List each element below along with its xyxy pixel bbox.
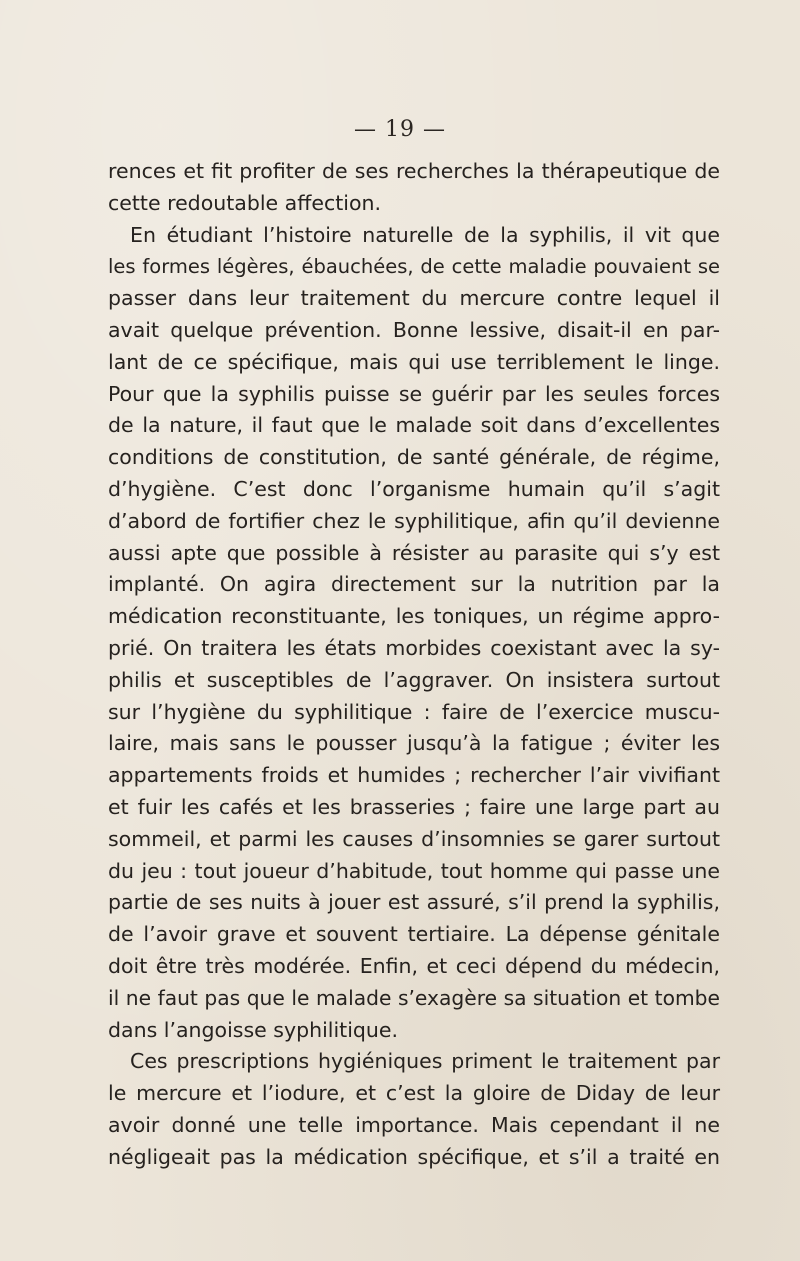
text-line: et fuir les cafés et les brasseries ; faire une large part au — [108, 794, 720, 819]
text-line: les formes légères, ébauchées, de cette maladie pouvaient se — [108, 255, 720, 279]
text-line: appartements froids et humides ; rechercher l’air vivifiant — [108, 763, 720, 788]
text-line: le mercure et l’iodure, et c’est la gloire de Diday de leur — [108, 1081, 720, 1106]
text-line: prié. On traitera les états morbides coexistant avec la sy- — [108, 635, 720, 660]
text-line: laire, mais sans le pousser jusqu’à la fatigue ; éviter les — [108, 731, 720, 756]
text-line: philis et susceptibles de l’aggraver. On insistera surtout — [108, 667, 720, 692]
text-line: sommeil, et parmi les causes d’insomnies se garer surtout — [108, 826, 720, 851]
text-line: de l’avoir grave et souvent tertiaire. La dépense génitale — [108, 922, 720, 947]
text-line: implanté. On agira directement sur la nutrition par la — [108, 572, 720, 597]
text-line: avait quelque prévention. Bonne lessive, disait-il en par- — [108, 317, 720, 342]
text-line: sur l’hygiène du syphilitique : faire de l’exercice muscu- — [108, 699, 720, 724]
text-line: avoir donné une telle importance. Mais cependant il ne — [108, 1112, 720, 1137]
page-number: — 19 — — [354, 117, 446, 142]
text-line: conditions de constitution, de santé générale, de régime, — [108, 445, 720, 470]
text-line: En étudiant l’histoire naturelle de la syphilis, il vit que — [130, 222, 720, 247]
text-line: doit être très modérée. Enfin, et ceci dépend du médecin, — [108, 953, 720, 978]
text-line: négligeait pas la médication spécifique, et s’il a traité en — [108, 1144, 720, 1169]
text-line: de la nature, il faut que le malade soit dans d’excellentes — [108, 413, 720, 438]
text-line: dans l’angoisse syphilitique. — [108, 1017, 399, 1042]
text-line: cette redoutable affection. — [108, 190, 382, 215]
text-line: lant de ce spécifique, mais qui use terriblement le linge. — [108, 349, 720, 374]
text-line: il ne faut pas que le malade s’exagère sa situation et tombe — [108, 985, 720, 1010]
text-line: médication reconstituante, les toniques, un régime appro- — [108, 604, 720, 629]
text-line: du jeu : tout joueur d’habitude, tout homme qui passe une — [108, 858, 720, 883]
text-line: Ces prescriptions hygiéniques priment le traitement par — [130, 1049, 720, 1074]
text-line: d’hygiène. C’est donc l’organisme humain qu’il s’agit — [108, 476, 720, 501]
text-line: partie de ses nuits à jouer est assuré, s’il prend la syphilis, — [108, 890, 720, 915]
text-line: aussi apte que possible à résister au parasite qui s’y est — [108, 540, 720, 565]
text-line: Pour que la syphilis puisse se guérir par les seules forces — [108, 381, 720, 406]
text-line: passer dans leur traitement du mercure contre lequel il — [108, 286, 720, 311]
text-line: rences et fit profiter de ses recherches la thérapeutique de — [108, 159, 720, 183]
text-line: d’abord de fortifier chez le syphilitique, afin qu’il devienne — [108, 508, 720, 533]
body-text — [108, 156, 720, 1174]
